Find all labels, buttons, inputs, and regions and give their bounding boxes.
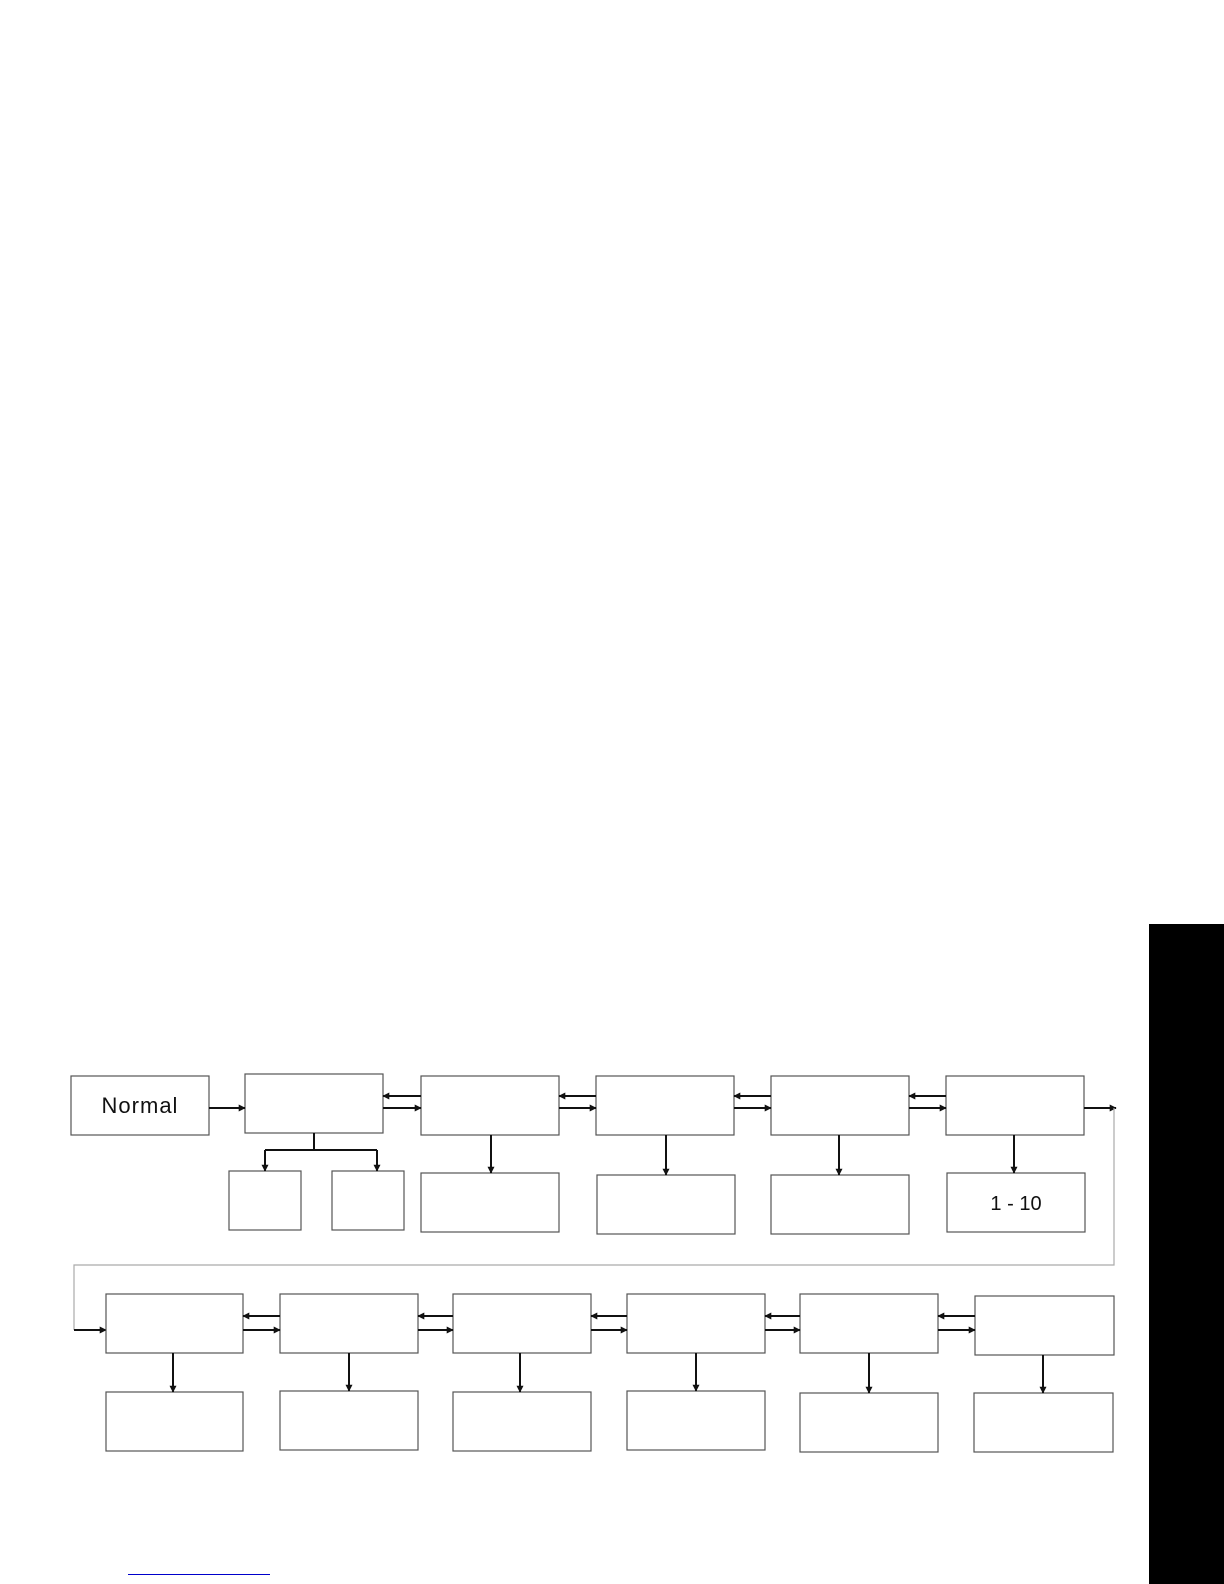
sub-box-6 xyxy=(106,1392,243,1451)
sub-box-8 xyxy=(453,1392,591,1451)
menu-box-10 xyxy=(800,1294,938,1353)
footer-rule xyxy=(128,1574,270,1575)
menu-box-9 xyxy=(627,1294,765,1353)
sub-box-2 xyxy=(421,1173,559,1232)
sub-box-3 xyxy=(597,1175,735,1234)
sub-box-1b xyxy=(332,1171,404,1230)
menu-box-6 xyxy=(106,1294,243,1353)
menu-box-7 xyxy=(280,1294,418,1353)
sub-box-7 xyxy=(280,1391,418,1450)
branch-menu-1 xyxy=(265,1133,377,1150)
range-label: 1 - 10 xyxy=(990,1193,1042,1215)
sub-box-4 xyxy=(771,1175,909,1234)
sub-box-9 xyxy=(627,1391,765,1450)
menu-box-4 xyxy=(771,1076,909,1135)
sub-box-11 xyxy=(974,1393,1113,1452)
menu-box-8 xyxy=(453,1294,591,1353)
menu-box-5 xyxy=(946,1076,1084,1135)
section-tab xyxy=(1149,924,1224,1584)
menu-box-3 xyxy=(596,1076,734,1135)
start-label: Normal xyxy=(101,1093,179,1118)
menu-box-1 xyxy=(245,1074,383,1133)
sub-box-10 xyxy=(800,1393,938,1452)
sub-box-1a xyxy=(229,1171,301,1230)
menu-box-11 xyxy=(975,1296,1114,1355)
menu-box-2 xyxy=(421,1076,559,1135)
